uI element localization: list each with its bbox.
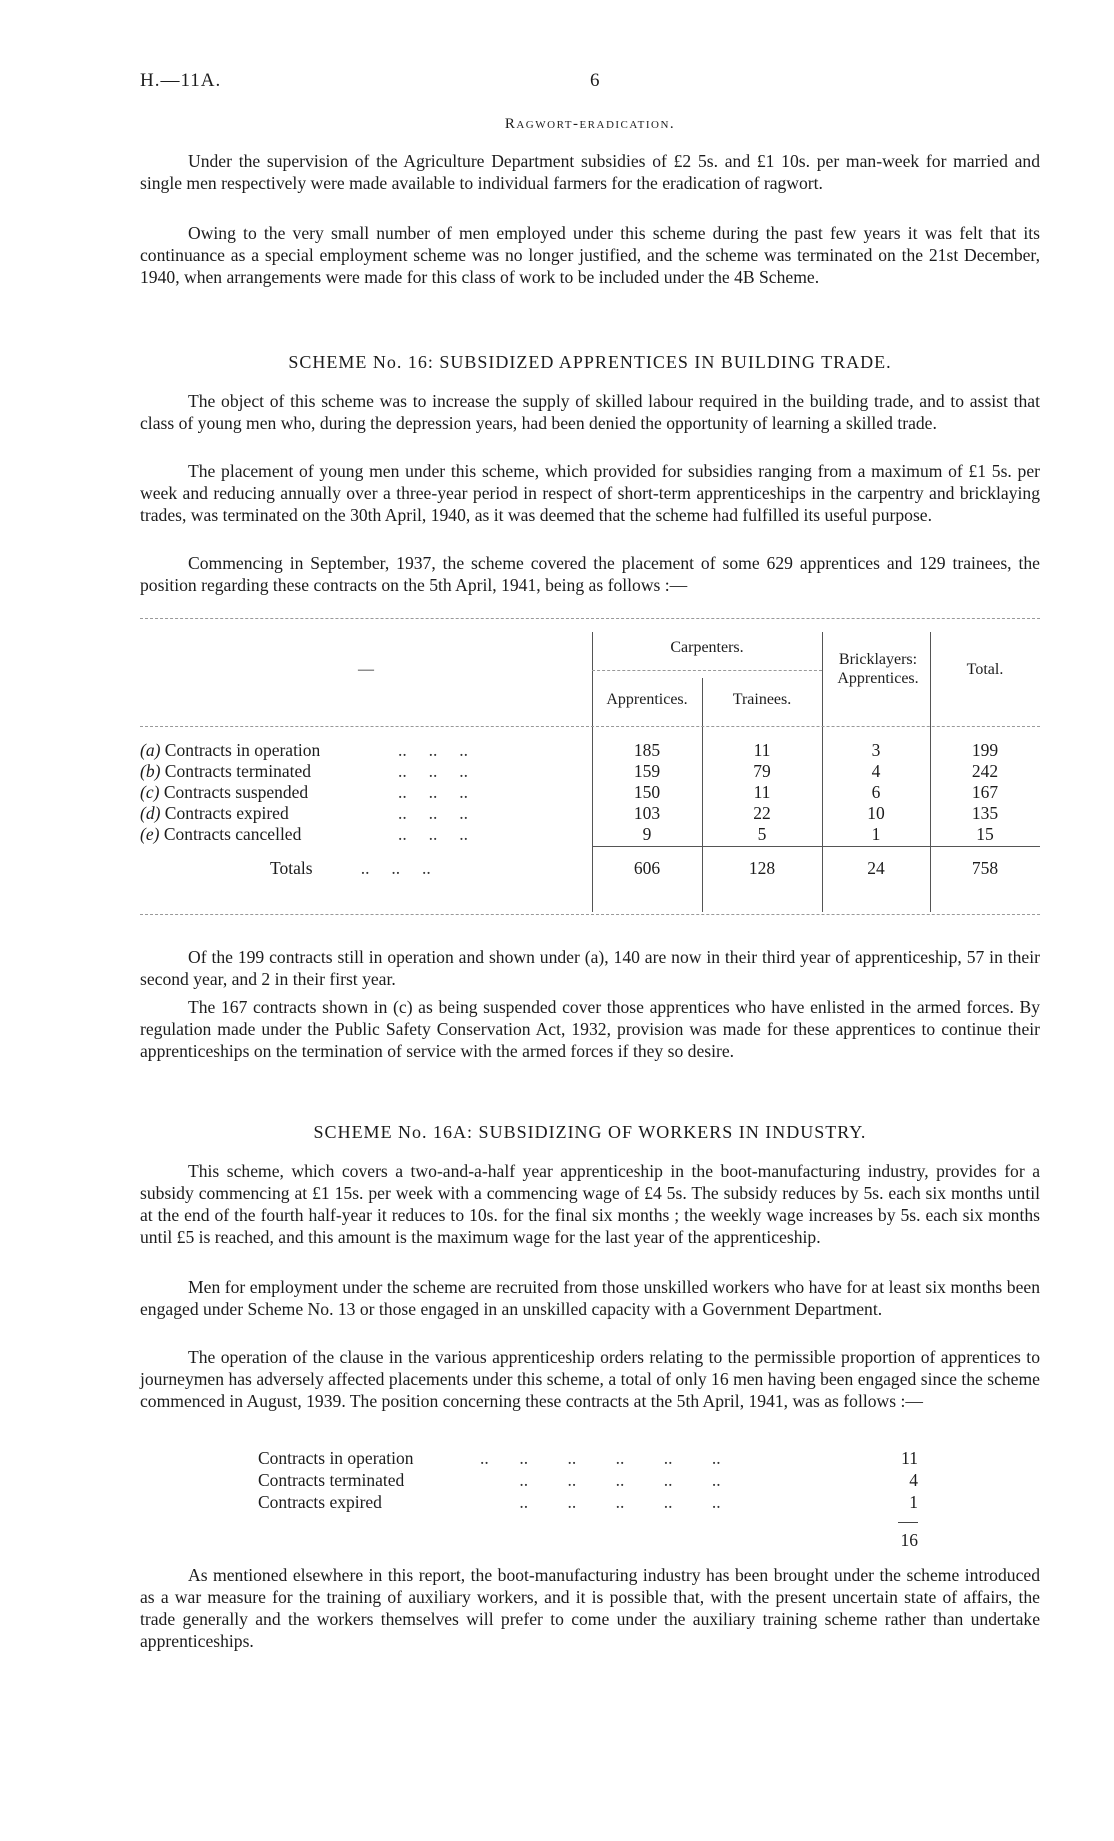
totals-bricklayers: 24: [867, 858, 885, 878]
page-reference: H.—11A.: [140, 70, 222, 91]
row-label-prefix: (b): [140, 761, 161, 781]
row-total: 15: [976, 824, 994, 844]
total-header: Total.: [966, 661, 1004, 678]
row-label: [140, 824, 301, 845]
row-trainees: 5: [757, 824, 767, 844]
table-row: (c) Contracts suspended .. .. .. 150 11 6 167: [140, 782, 1040, 803]
row-label-text: Contracts expired: [164, 803, 289, 823]
scheme16a-contracts-list: [258, 1448, 918, 1550]
scheme16a-paragraph-1: This scheme, which covers a two-and-a-half year apprenticeship in the boot-manufacturing industry, provides for a subsidy commencing at £1 15s. per week with a commencing wage of £4 5s. The subsidy reduces by 5s. each six months until at the end of the fourth half-year it reduces to 10s. for the final six months ; the weekly wage increases by 5s. each six months until £5 is reached, and this amount is the maximum wage for the last year of the apprenticeship.: [140, 1161, 1040, 1247]
row-label-prefix: (d): [140, 803, 161, 823]
scheme16-paragraph-3: Commencing in September, 1937, the scheme covered the placement of some 629 apprentices and 129 trainees, the position regarding these contracts on the 5th April, 1941, being as follows :—: [140, 553, 1040, 595]
totals-row: Totals .. .. .. 606 128 24 758: [140, 858, 1040, 879]
row-label: [140, 803, 289, 824]
page-number: 6: [590, 70, 601, 91]
row-trainees: 11: [753, 740, 771, 760]
row-label-text: Contracts cancelled: [163, 824, 302, 844]
trainees-header: Trainees.: [732, 691, 792, 708]
ragwort-paragraph-1: Under the supervision of the Agriculture Department subsidies of £2 5s. and £1 10s. per man-week for married and single men respectively were made available to individual farmers for the eradication of ragwort.: [140, 151, 1040, 193]
list-total: 16: [900, 1530, 918, 1550]
scheme16a-paragraph-3: The operation of the clause in the various apprenticeship orders relating to the permissible proportion of apprentices to journeymen has adversely affected placements under this scheme, a total of only 16 men having been engaged since the scheme commenced in August, 1939. The position concerning these contracts at the 5th April, 1941, was as follows :—: [140, 1347, 1040, 1411]
row-label-text: Contracts terminated: [164, 761, 312, 781]
row-bricklayers: 10: [867, 803, 885, 823]
scheme16-paragraph-5: The 167 contracts shown in (c) as being suspended cover those apprentices who have enlisted in the armed forces. By regulation made under the Public Safety Conservation Act, 1932, provision was made for these apprentices to continue their apprenticeships on the termination of service with the armed forces if they so desire.: [140, 997, 1040, 1061]
totals-trainees: 128: [748, 858, 776, 878]
row-apprentices: 159: [633, 761, 661, 781]
row-label-text: Contracts in operation: [164, 740, 321, 760]
row-label-prefix: (c): [140, 782, 160, 802]
carpenters-header: Carpenters.: [670, 639, 744, 656]
totals-label: Totals: [270, 858, 313, 878]
row-label-text: Contracts suspended: [163, 782, 309, 802]
totals-apprentices: 606: [633, 858, 661, 878]
contracts-table: [140, 618, 1040, 920]
row-label-prefix: (a): [140, 740, 161, 760]
row-apprentices: 9: [642, 824, 652, 844]
scheme16-paragraph-4: Of the 199 contracts still in operation and shown under (a), 140 are now in their third year of apprenticeship, 57 in their second year, and 2 in their first year.: [140, 947, 1040, 989]
totals-total: 758: [971, 858, 999, 878]
row-trainees: 79: [753, 761, 771, 781]
ragwort-heading: Ragwort-eradication.: [504, 116, 676, 132]
row-total: 199: [971, 740, 999, 760]
row-apprentices: 103: [633, 803, 661, 823]
list-item: Contracts expired .. .. .. .. .. 1: [258, 1492, 918, 1512]
scheme16-heading: SCHEME No. 16: SUBSIDIZED APPRENTICES IN BUILDING TRADE.: [288, 352, 892, 372]
row-bricklayers: 6: [871, 782, 881, 802]
table-row: (d) Contracts expired .. .. .. 103 22 10 135: [140, 803, 1040, 824]
stub-header: —: [358, 661, 374, 678]
list-item-label: Contracts in operation: [258, 1448, 414, 1468]
row-label: [140, 740, 320, 761]
row-bricklayers: 3: [871, 740, 881, 760]
row-trainees: 22: [753, 803, 771, 823]
scheme16a-heading: SCHEME No. 16A: SUBSIDIZING OF WORKERS IN INDUSTRY.: [313, 1122, 867, 1142]
row-total: 167: [971, 782, 999, 802]
row-bricklayers: 4: [871, 761, 881, 781]
row-label: [140, 782, 308, 803]
scheme16-paragraph-1: The object of this scheme was to increase the supply of skilled labour required in the building trade, and to assist that class of young men who, during the depression years, had been denied the opportunity of learning a skilled trade.: [140, 391, 1040, 433]
ragwort-paragraph-2: Owing to the very small number of men employed under this scheme during the past few years it was felt that its continuance as a special employment scheme was no longer justified, and the scheme was terminated on the 21st December, 1940, when arrangements were made for this class of work to be included under the 4B Scheme.: [140, 223, 1040, 287]
list-item-label: Contracts terminated: [258, 1470, 405, 1490]
table-row: (b) Contracts terminated .. .. .. 159 79 4 242: [140, 761, 1040, 782]
row-apprentices: 150: [633, 782, 661, 802]
row-apprentices: 185: [633, 740, 661, 760]
bricklayers-header: Bricklayers: Apprentices.: [837, 651, 919, 687]
list-item: Contracts terminated .. .. .. .. .. 4: [258, 1470, 918, 1490]
scheme16-paragraph-2: The placement of young men under this scheme, which provided for subsidies ranging from a maximum of £1 5s. per week and reducing annually over a three-year period in respect of short-term apprenticeships in the carpentry and bricklaying trades, was terminated on the 30th April, 1940, as it was deemed that the scheme had fulfilled its useful purpose.: [140, 461, 1040, 525]
row-trainees: 11: [753, 782, 771, 802]
row-label-prefix: (e): [140, 824, 160, 844]
list-item-value: 4: [909, 1470, 918, 1490]
scheme16a-paragraph-4: As mentioned elsewhere in this report, the boot-manufacturing industry has been brought under the scheme introduced as a war measure for the training of auxiliary workers, and it is possible that, with the present uncertain state of affairs, the trade generally and the workers themselves will prefer to come under the auxiliary training scheme rather than undertake apprenticeships.: [140, 1565, 1040, 1651]
scheme16a-paragraph-2: Men for employment under the scheme are recruited from those unskilled workers who have for at least six months been engaged under Scheme No. 13 or those engaged in an unskilled capacity with a Government Department.: [140, 1277, 1040, 1319]
list-item-value: 1: [909, 1492, 918, 1512]
row-total: 242: [971, 761, 999, 781]
apprentices-header: Apprentices.: [606, 691, 688, 708]
list-item-label: Contracts expired: [258, 1492, 382, 1512]
table-row: (e) Contracts cancelled .. .. .. 9 5 1 15: [140, 824, 1040, 845]
row-bricklayers: 1: [871, 824, 881, 844]
row-total: 135: [971, 803, 999, 823]
table-row: (a) Contracts in operation .. .. .. 185 11 3 199: [140, 740, 1040, 761]
list-item: Contracts in operation .. .. .. .. .. .. 11: [258, 1448, 918, 1468]
list-item-value: 11: [901, 1448, 918, 1468]
row-label: [140, 761, 311, 782]
